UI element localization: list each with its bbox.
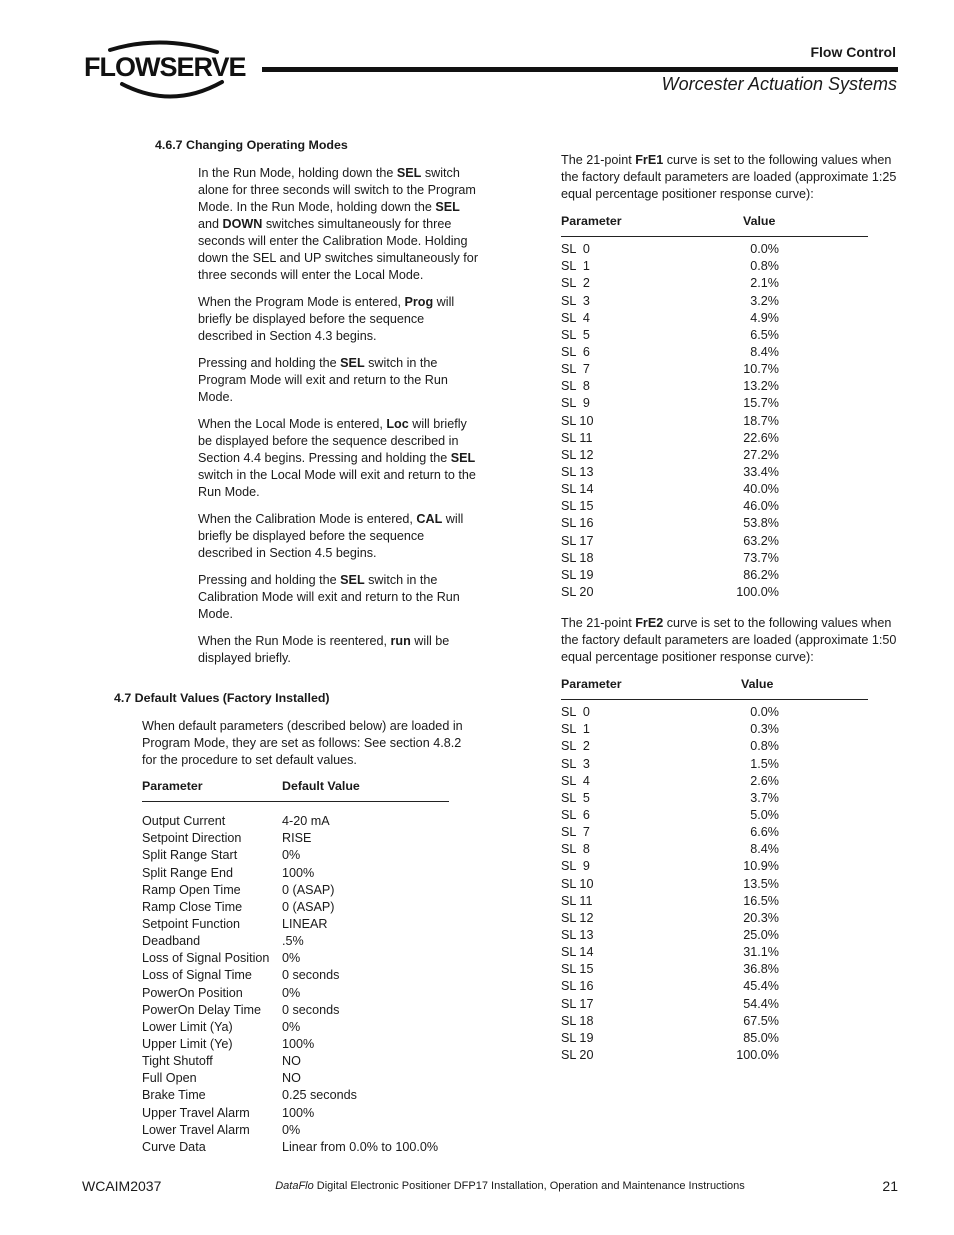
table-row [561,858,868,875]
bold-term: Prog [404,295,434,309]
cell-value: 10.9% [743,859,779,874]
bold-term: run [390,634,411,648]
table-row [561,481,868,498]
cell-value: 0 seconds [282,1002,340,1017]
cell-value: 0.0% [750,242,779,257]
cell-value: LINEAR [282,916,328,931]
cell-parameter: SL 7 [561,825,590,840]
paragraph [198,294,478,345]
cell-parameter: Setpoint Direction [142,831,242,846]
table-row [561,567,868,584]
table-row [561,876,868,893]
footer-title-product: DataFlo [275,1180,314,1192]
bold-term: SEL [396,166,422,180]
cell-value: 6.5% [750,327,779,342]
cell-parameter: SL 8 [561,842,590,857]
footer-title-rest: Digital Electronic Positioner DFP17 Installation, Operation and Maintenance Instructions [313,1180,745,1192]
cell-value: 0.8% [750,739,779,754]
table-row [561,550,868,567]
table-row [561,413,868,430]
table-row [561,447,868,464]
cell-value: 22.6% [743,430,779,445]
bold-term: FrE2 [635,616,664,630]
text-run: switch in the Calibration Mode will exit and return to the Run Mode. [198,573,460,621]
table-row [561,533,868,550]
table-row [561,807,868,824]
col-header-value: Value [741,677,774,691]
cell-parameter: SL 18 [561,1013,594,1028]
cell-parameter: SL 16 [561,979,594,994]
cell-value: 73.7% [743,550,779,565]
col-header-parameter: Parameter [142,779,203,793]
cell-parameter: Loss of Signal Position [142,951,270,966]
cell-value: 0% [282,1122,301,1137]
cell-value: 15.7% [743,396,779,411]
table-row [561,464,868,481]
cell-parameter: Lower Limit (Ya) [142,1019,233,1034]
table-row [561,498,868,515]
paragraph [198,572,478,623]
table-row [142,865,449,882]
cell-value: 0% [282,848,301,863]
table-row [142,1036,449,1053]
cell-value: 36.8% [743,962,779,977]
paragraph [198,416,478,501]
table-row [561,275,868,292]
cell-parameter: PowerOn Position [142,985,243,1000]
cell-value: .5% [282,934,304,949]
cell-parameter: SL 9 [561,859,590,874]
cell-parameter: SL 15 [561,962,594,977]
text-run: will briefly be displayed before the sequence described in Section 4.4 begins. Pressing and holding the [198,417,467,465]
cell-parameter: SL 10 [561,413,594,428]
table-row [142,1019,449,1036]
cell-value: 100.0% [736,1047,779,1062]
table-row [142,899,449,916]
table-header [142,778,449,795]
fre1-rows [561,241,868,601]
text-run: When the Local Mode is entered, [198,417,387,431]
cell-parameter: SL 15 [561,499,594,514]
cell-parameter: SL 7 [561,362,590,377]
cell-parameter: Loss of Signal Time [142,968,252,983]
cell-value: 13.2% [743,379,779,394]
cell-parameter: SL 6 [561,807,590,822]
text-run: curve is set to the following values when the factory default parameters are loaded (approximate 1:25 equal percentage positioner response curve): [561,153,897,201]
cell-parameter: SL 20 [561,584,594,599]
col-header-parameter: Parameter [561,677,622,691]
cell-parameter: SL 9 [561,396,590,411]
table-row [561,378,868,395]
cell-value: 0% [282,985,301,1000]
cell-value: 18.7% [743,413,779,428]
section-heading-47: 4.7 Default Values (Factory Installed) [114,691,330,705]
cell-parameter: SL 3 [561,756,590,771]
cell-value: 46.0% [743,499,779,514]
cell-parameter: SL 13 [561,464,594,479]
table-row [142,1105,449,1122]
header-subdivision: Worcester Actuation Systems [661,74,897,94]
cell-value: 1.5% [750,756,779,771]
cell-value: 3.7% [750,790,779,805]
cell-parameter: SL 0 [561,705,590,720]
header-division: Flow Control [810,44,896,60]
text-run: switch in the Local Mode will exit and return to the Run Mode. [198,468,476,499]
bold-term: SEL [450,451,476,465]
text-run: Pressing and holding the [198,573,341,587]
cell-parameter: SL 17 [561,996,594,1011]
cell-parameter: Split Range End [142,865,234,880]
table-row [561,395,868,412]
cell-value: 0 (ASAP) [282,899,335,914]
fre2-table [561,676,868,1064]
cell-parameter: Setpoint Function [142,916,241,931]
paragraph [198,165,478,284]
cell-parameter: SL 8 [561,379,590,394]
fre2-rows [561,704,868,1064]
paragraph [198,355,478,406]
cell-parameter: SL 14 [561,945,594,960]
paragraph [198,511,478,562]
section-47-intro: When default parameters (described below) are loaded in Program Mode, they are set as follows: See section 4.8.2 for the procedure to set default values. [142,719,463,767]
table-row [561,704,868,721]
cell-parameter: SL 10 [561,876,594,891]
fre1-table [561,213,868,601]
section-467-body [198,165,478,667]
table-row [561,430,868,447]
table-row [561,1013,868,1030]
cell-parameter: Ramp Close Time [142,899,243,914]
table-row [561,893,868,910]
table-row [561,978,868,995]
cell-parameter: Ramp Open Time [142,882,241,897]
cell-parameter: PowerOn Delay Time [142,1002,261,1017]
table-row [561,790,868,807]
table-row [561,996,868,1013]
cell-value: RISE [282,831,312,846]
bold-term: DOWN [222,217,263,231]
text-run: The 21-point [561,616,636,630]
cell-value: 100% [282,1105,315,1120]
default-values-rows [142,813,449,1156]
table-row [561,944,868,961]
cell-value: 54.4% [743,996,779,1011]
cell-value: 27.2% [743,447,779,462]
cell-parameter: SL 12 [561,447,594,462]
cell-value: 31.1% [743,945,779,960]
cell-parameter: Tight Shutoff [142,1054,213,1069]
fre2-intro [561,615,901,666]
cell-value: 6.6% [750,825,779,840]
footer-doc-id: WCAIM2037 [82,1178,162,1194]
cell-parameter: SL 11 [561,893,593,908]
cell-parameter: SL 1 [561,259,590,274]
table-header [561,213,868,230]
cell-value: 25.0% [743,927,779,942]
text-run: The 21-point [561,153,636,167]
bold-term: SEL [435,200,460,214]
cell-parameter: Deadband [142,934,201,949]
cell-parameter: SL 17 [561,533,594,548]
table-row [142,1139,449,1156]
text-run: In the Run Mode, holding down the [198,166,397,180]
cell-value: 100% [282,1036,315,1051]
cell-parameter: SL 5 [561,790,590,805]
paragraph [198,633,478,667]
cell-value: 0 seconds [282,968,340,983]
cell-value: 0% [282,951,301,966]
cell-value: 3.2% [750,293,779,308]
cell-parameter: Upper Limit (Ye) [142,1036,233,1051]
table-row [561,910,868,927]
table-header [561,676,868,693]
cell-value: 13.5% [743,876,779,891]
cell-parameter: SL 2 [561,276,590,291]
text-run: When the Calibration Mode is entered, [198,512,417,526]
cell-value: 4-20 mA [282,814,330,829]
cell-value: 10.7% [743,362,779,377]
cell-value: 33.4% [743,464,779,479]
table-row [561,841,868,858]
cell-value: 0.8% [750,259,779,274]
cell-value: 85.0% [743,1030,779,1045]
table-row [561,515,868,532]
table-row [142,1087,449,1104]
text-run: When the Run Mode is reentered, [198,634,391,648]
cell-value: 8.4% [750,344,779,359]
cell-value: 5.0% [750,807,779,822]
text-run: curve is set to the following values when the factory default parameters are loaded (approximate 1:50 equal percentage positioner response curve): [561,616,897,664]
brand-wordmark: FLOWSERVE [84,52,246,82]
bold-term: SEL [340,573,365,587]
page-number: 21 [882,1178,898,1194]
table-row [561,738,868,755]
cell-parameter: Upper Travel Alarm [142,1105,250,1120]
col-header-value: Value [743,214,776,228]
cell-parameter: SL 1 [561,722,590,737]
cell-value: 2.6% [750,773,779,788]
table-row [142,950,449,967]
cell-parameter: Lower Travel Alarm [142,1122,250,1137]
cell-value: 2.1% [750,276,779,291]
table-row [142,1070,449,1087]
bold-term: FrE1 [635,153,664,167]
cell-value: 16.5% [743,893,779,908]
table-row [561,584,868,601]
cell-value: 53.8% [743,516,779,531]
cell-parameter: Split Range Start [142,848,238,863]
text-run: switches simultaneously for three seconds will enter the Calibration Mode. Holding down the SEL and UP switches simultaneously for three seconds will enter the Local Mode. [198,217,479,282]
cell-value: 0.25 seconds [282,1088,357,1103]
cell-value: 86.2% [743,567,779,582]
cell-value: 0% [282,1019,301,1034]
table-row [142,933,449,950]
section-heading-467: 4.6.7 Changing Operating Modes [155,138,348,152]
cell-parameter: SL 4 [561,773,590,788]
cell-value: 45.4% [743,979,779,994]
table-row [561,756,868,773]
cell-parameter: Full Open [142,1071,197,1086]
cell-value: 0.3% [750,722,779,737]
cell-value: 63.2% [743,533,779,548]
table-rule [142,801,449,802]
cell-value: NO [282,1071,301,1086]
table-row [142,882,449,899]
cell-value: 20.3% [743,910,779,925]
table-row [142,813,449,830]
table-row [561,1047,868,1064]
text-run: switch alone for three seconds will switch to the Program Mode. In the Run Mode, holding down the [198,166,476,214]
table-row [561,824,868,841]
cell-value: 67.5% [743,1013,779,1028]
bold-term: Loc [386,417,409,431]
table-row [561,361,868,378]
cell-parameter: SL 5 [561,327,590,342]
table-rule [561,699,868,700]
cell-value: 100% [282,865,315,880]
table-row [561,310,868,327]
table-row [142,985,449,1002]
table-row [561,961,868,978]
table-row [142,967,449,984]
text-run: switch in the Program Mode will exit and return to the Run Mode. [198,356,448,404]
cell-parameter: SL 18 [561,550,594,565]
table-row [142,847,449,864]
bold-term: CAL [416,512,443,526]
table-row [561,927,868,944]
cell-parameter: SL 4 [561,310,590,325]
table-row [561,344,868,361]
table-row [561,721,868,738]
header-rule [262,67,898,72]
cell-value: 40.0% [743,482,779,497]
table-row [561,293,868,310]
table-row [142,830,449,847]
cell-parameter: SL 0 [561,242,590,257]
cell-parameter: Brake Time [142,1088,206,1103]
cell-parameter: SL 12 [561,910,594,925]
cell-value: 0 (ASAP) [282,882,335,897]
cell-value: 100.0% [736,584,779,599]
text-run: Pressing and holding the [198,356,341,370]
cell-parameter: Output Current [142,814,226,829]
table-row [142,1122,449,1139]
default-values-table [142,778,449,1156]
table-rule [561,236,868,237]
text-run: will briefly be displayed before the sequence described in Section 4.5 begins. [198,512,464,560]
cell-value: 8.4% [750,842,779,857]
cell-parameter: SL 11 [561,430,593,445]
cell-parameter: SL 19 [561,567,594,582]
text-run: and [198,217,223,231]
cell-value: Linear from 0.0% to 100.0% [282,1139,439,1154]
cell-parameter: SL 2 [561,739,590,754]
cell-value: 0.0% [750,705,779,720]
table-row [561,773,868,790]
table-row [561,241,868,258]
cell-parameter: SL 19 [561,1030,594,1045]
table-row [561,1030,868,1047]
table-row [142,916,449,933]
cell-parameter: SL 13 [561,927,594,942]
cell-parameter: SL 6 [561,344,590,359]
table-row [142,1053,449,1070]
fre1-intro [561,152,901,203]
table-row [142,1002,449,1019]
cell-parameter: SL 14 [561,482,594,497]
text-run: will briefly be displayed before the sequence described in Section 4.3 begins. [198,295,455,343]
cell-parameter: SL 20 [561,1047,594,1062]
col-header-parameter: Parameter [561,214,622,228]
col-header-default-value: Default Value [282,779,360,793]
cell-value: NO [282,1054,301,1069]
footer-title [270,1180,750,1192]
bold-term: SEL [340,356,365,370]
cell-parameter: SL 3 [561,293,590,308]
text-run: will be displayed briefly. [198,634,450,665]
text-run: When the Program Mode is entered, [198,295,405,309]
cell-parameter: SL 16 [561,516,594,531]
cell-parameter: Curve Data [142,1139,206,1154]
table-row [561,258,868,275]
table-row [561,327,868,344]
cell-value: 4.9% [750,310,779,325]
